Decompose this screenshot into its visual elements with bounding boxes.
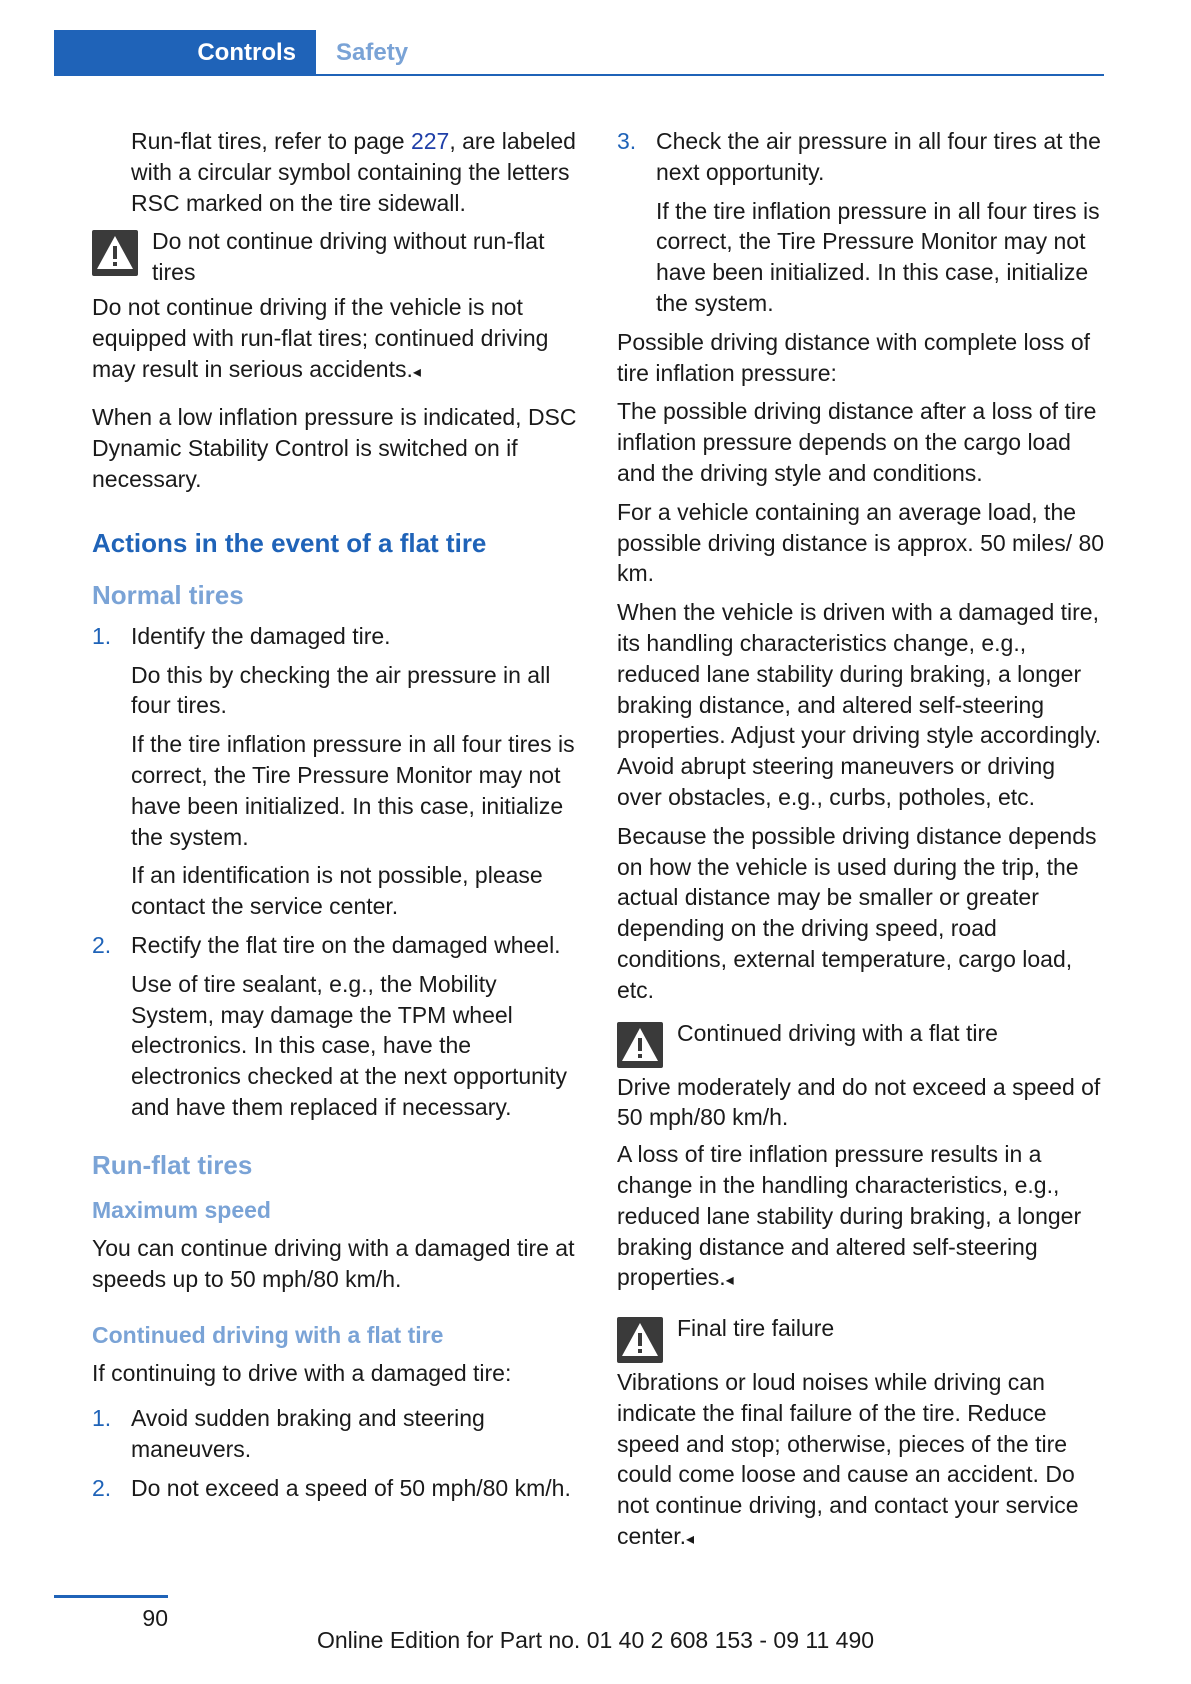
- list-item: [617, 126, 1105, 319]
- warning-box: [617, 1313, 1105, 1556]
- warning-title: Do not continue driving without run-flat tires: [152, 228, 545, 286]
- paragraph: For a vehicle containing an average load, the possible driving distance is approx. 50 miles/ 80 km.: [617, 498, 1105, 587]
- step-text: Rectify the flat tire on the damaged wheel.: [131, 931, 561, 958]
- step-text: Do not exceed a speed of 50 mph/80 km/h.: [131, 1474, 571, 1501]
- step-text: Check the air pressure in all four tires at the next opportunity.: [656, 128, 1101, 185]
- warning-body: [92, 292, 580, 388]
- page-link[interactable]: 227: [410, 128, 450, 154]
- dsc-paragraph: When a low inflation pressure is indicated, DSC Dynamic Stability Control is switched on if necessary.: [92, 404, 577, 492]
- warning-box: [92, 226, 580, 388]
- paragraph: Because the possible driving distance depends on how the vehicle is used during the trip, the actual distance may be smaller or greater depending on the driving speed, road conditions, external temperature, cargo load, etc.: [617, 822, 1097, 1003]
- list-item: [92, 621, 580, 922]
- list-number: 1.: [92, 622, 112, 649]
- end-mark: ◂: [725, 1272, 734, 1290]
- warning-icon: [617, 1317, 663, 1363]
- list-number: 3.: [617, 128, 637, 154]
- warning-body: [617, 1367, 1105, 1556]
- end-mark: ◂: [412, 363, 421, 381]
- heading-max-speed: Maximum speed: [92, 1196, 271, 1223]
- intro-pre: Run-flat tires, refer to page: [131, 128, 411, 154]
- warning-body: Drive moderately and do not exceed a speed of 50 mph/80 km/h.: [617, 1073, 1101, 1131]
- step-text: Avoid sudden braking and steering maneuvers.: [131, 1405, 485, 1462]
- page-number: 90: [142, 1605, 168, 1631]
- list-number: 2.: [92, 931, 112, 958]
- warning-body-text: Vibrations or loud noises while driving can indicate the final failure of the tire. Reduce speed and stop; otherwise, pieces of the tire could come loose and cause an accident. Do not continue driving, and contact your service center.: [617, 1369, 1079, 1550]
- list-item: [92, 1473, 580, 1504]
- paragraph: The possible driving distance after a loss of tire inflation pressure depends on the cargo load and the driving style and conditions.: [617, 398, 1097, 486]
- tab-safety[interactable]: Safety: [336, 39, 409, 66]
- step-sub: If an identification is not possible, please contact the service center.: [131, 862, 543, 920]
- end-mark: ◂: [686, 1531, 695, 1549]
- max-speed-text: You can continue driving with a damaged tire at speeds up to 50 mph/80 km/h.: [92, 1234, 575, 1292]
- list-number: 2.: [92, 1474, 112, 1501]
- warning-icon: [92, 230, 138, 276]
- paragraph: Possible driving distance with complete loss of tire inflation pressure:: [617, 328, 1091, 386]
- heading-normal-tires: Normal tires: [92, 579, 244, 610]
- step-sub: If the tire inflation pressure in all four tires is correct, the Tire Pressure Monitor may not have been initialized. In this case, initialize the system.: [131, 731, 575, 850]
- continued-intro: If continuing to drive with a damaged tire:: [92, 1360, 512, 1387]
- step-sub: If the tire inflation pressure in all four tires is correct, the Tire Pressure Monitor may not have been initialized. In this case, initialize the system.: [656, 197, 1100, 316]
- step-sub: Do this by checking the air pressure in all four tires.: [131, 661, 551, 719]
- warning-icon: [617, 1022, 663, 1068]
- heading-continued-driving: Continued driving with a flat tire: [92, 1322, 444, 1349]
- paragraph: [617, 1139, 1105, 1297]
- list-item: [92, 1403, 580, 1465]
- paragraph-text: A loss of tire inflation pressure results in a change in the handling characteristics, e.g., reduced lane stability during braking, a longer braking distance and altered self-steering properties.: [617, 1141, 1082, 1291]
- right-column: [617, 126, 1105, 1562]
- intro-post: , are labeled with a circular symbol containing the letters RSC marked on the tire sidewall.: [131, 128, 576, 216]
- warning-title: Final tire failure: [677, 1315, 835, 1342]
- edition-text: Online Edition for Part no. 01 40 2 608 153 - 09 11 490: [316, 1627, 875, 1653]
- list-number: 1.: [92, 1405, 112, 1432]
- warning-body-text: Do not continue driving if the vehicle is not equipped with run-flat tires; continued driving may result in serious accidents.: [92, 293, 549, 382]
- warning-title: Continued driving with a flat tire: [677, 1019, 998, 1046]
- header-bar: [54, 30, 1104, 76]
- step-text: Identify the damaged tire.: [131, 622, 391, 649]
- heading-actions: Actions in the event of a flat tire: [92, 527, 487, 558]
- intro-paragraph: [92, 126, 580, 218]
- warning-box: [617, 1018, 1105, 1134]
- list-item: [92, 930, 580, 1123]
- tab-controls[interactable]: Controls: [54, 30, 316, 76]
- footer-divider: [54, 1595, 168, 1598]
- header-divider: [316, 74, 1104, 76]
- step-sub: Use of tire sealant, e.g., the Mobility System, may damage the TPM wheel electronics. In this case, have the electronics checked at the next opportunity and have them replaced if necessary.: [131, 970, 567, 1120]
- left-column: [92, 126, 580, 1512]
- heading-run-flat: Run-flat tires: [92, 1149, 253, 1180]
- paragraph: When the vehicle is driven with a damaged tire, its handling characteristics change, e.g., reduced lane stability during braking, a longer braking distance, and altered self-steering properties. Adjust your driving style accordingly. Avoid abrupt steering maneuvers or driving over obstacles, e.g., curbs, potholes, etc.: [617, 599, 1102, 810]
